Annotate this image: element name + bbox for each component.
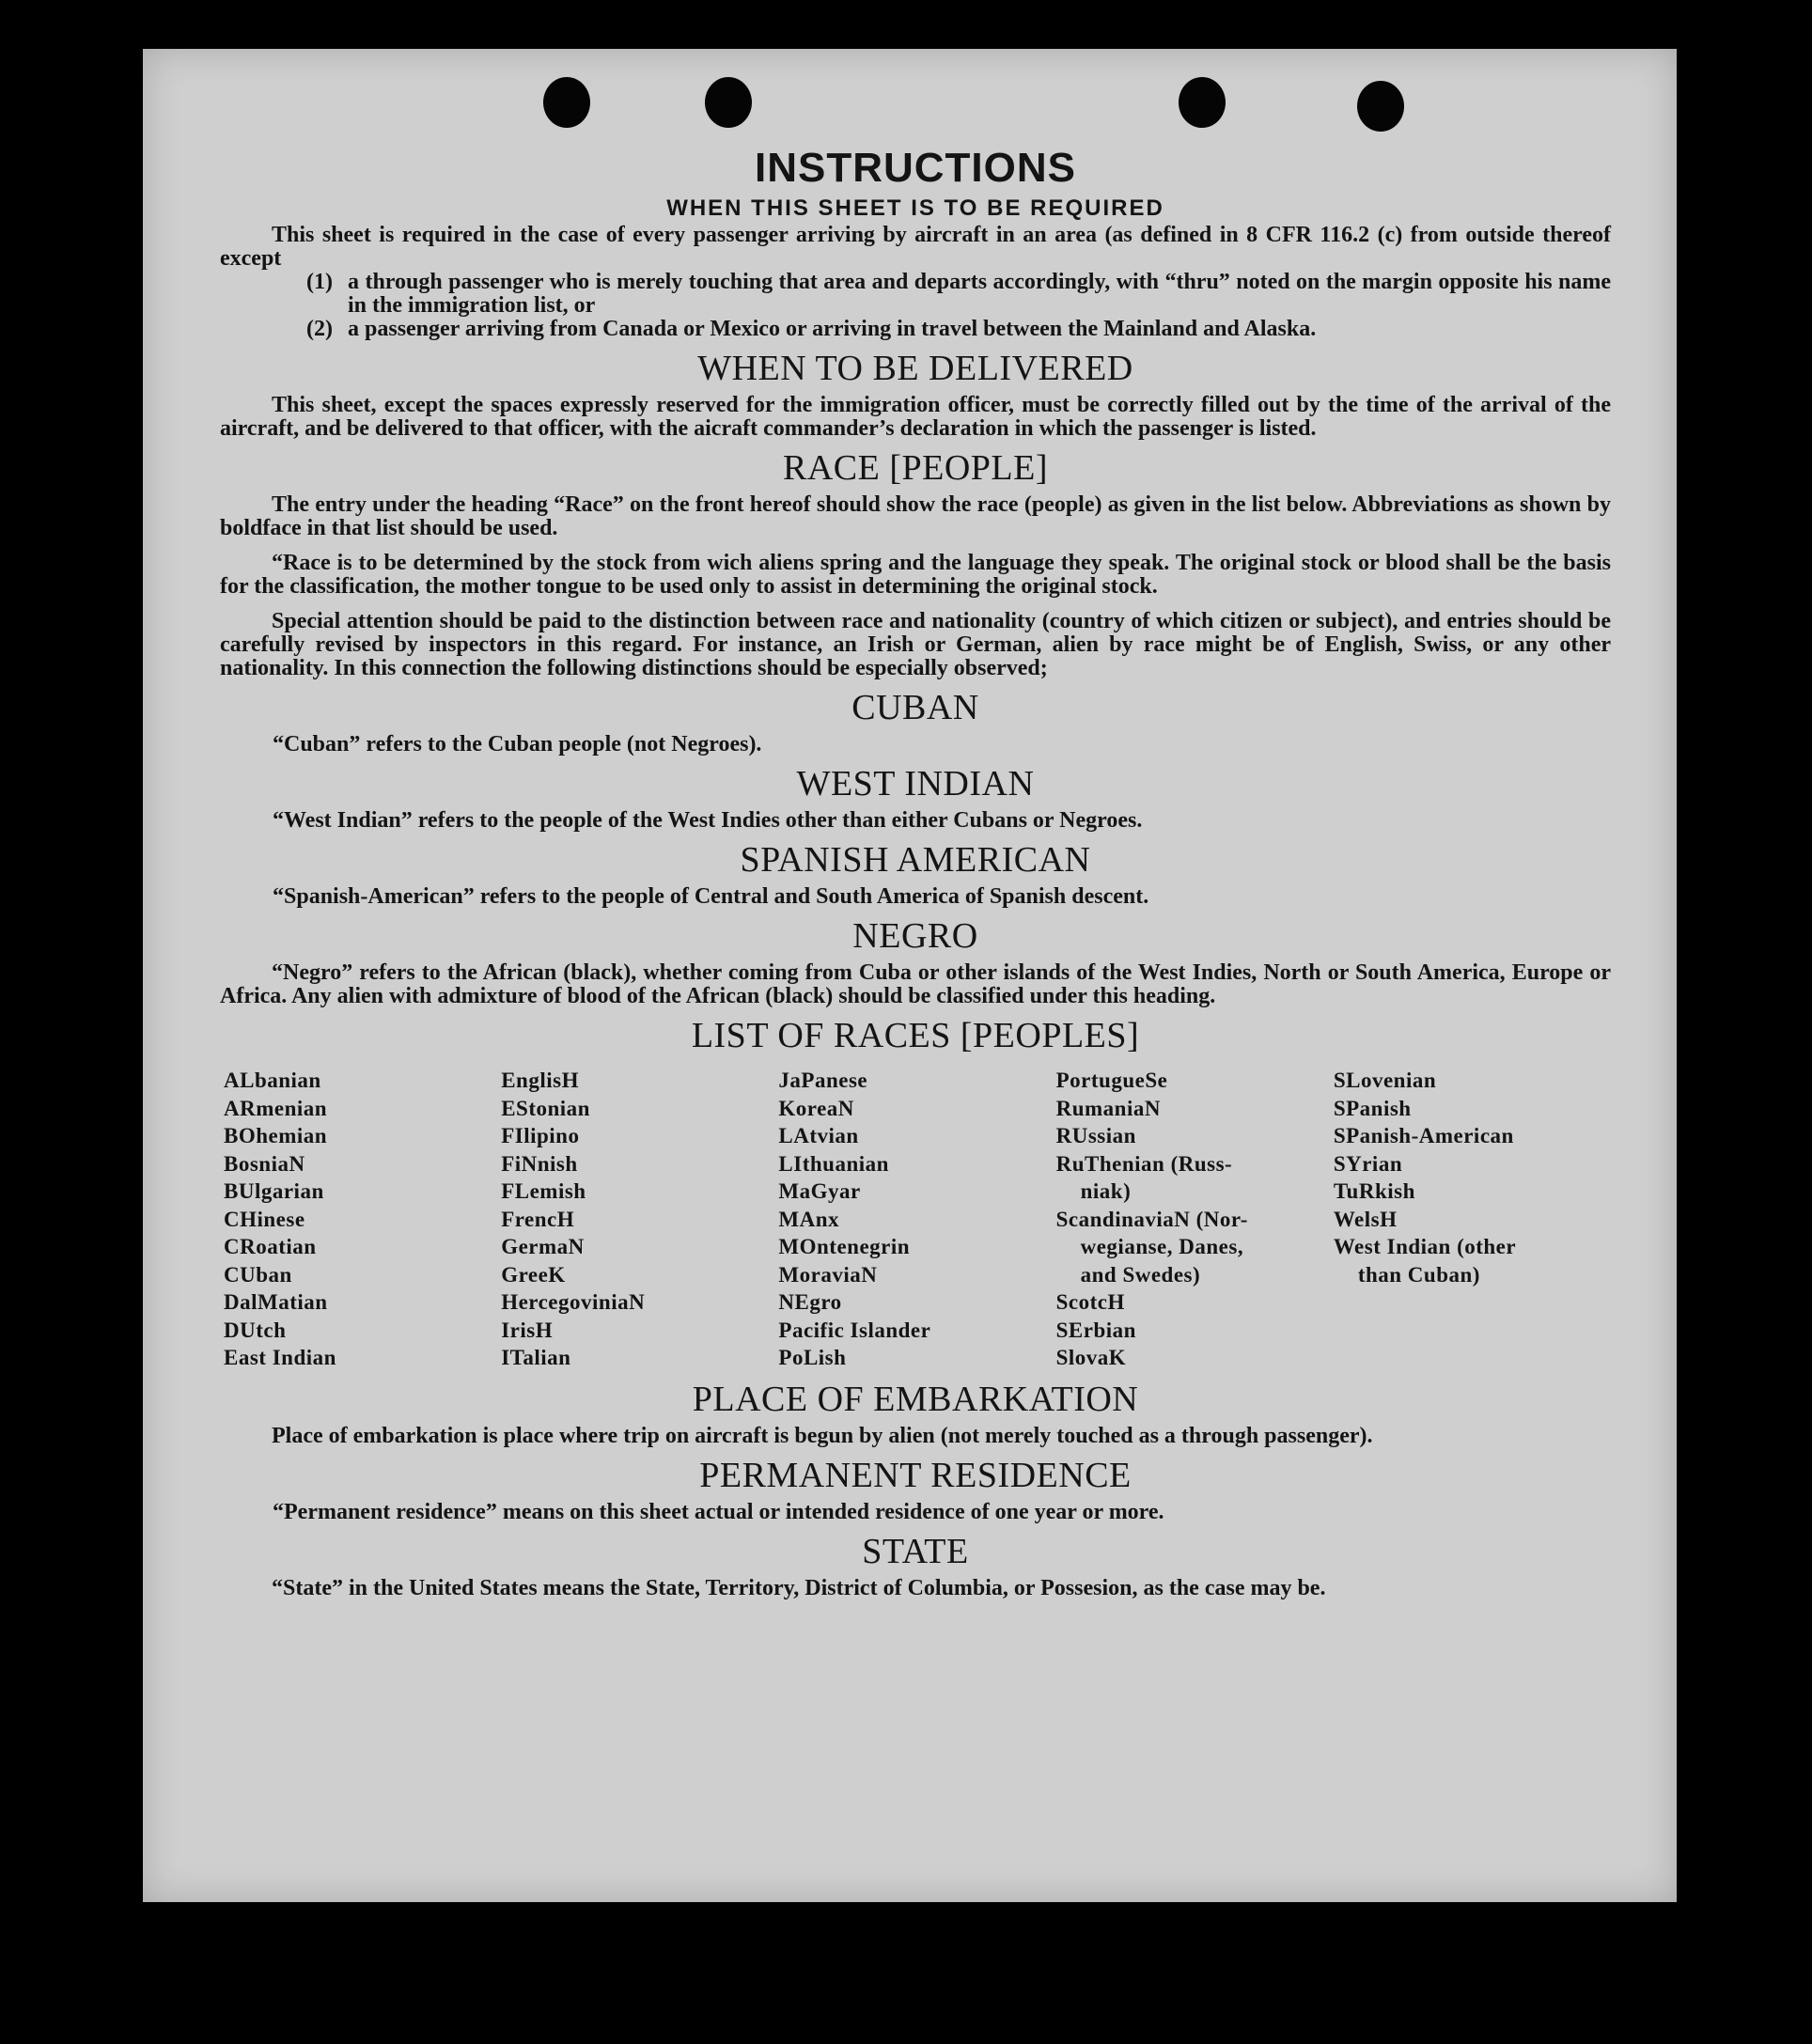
race-entry: CUban xyxy=(224,1262,292,1287)
west-indian-paragraph: “West Indian” refers to the people of the West Indies other than either Cubans or Negroes. xyxy=(273,808,1143,833)
race-entry-continuation: than Cuban) xyxy=(1357,1262,1480,1287)
race-entry: MAnx xyxy=(778,1207,840,1231)
race-entry: KoreaN xyxy=(778,1096,854,1120)
punch-hole xyxy=(1179,77,1226,128)
race-entry: BosniaN xyxy=(224,1151,305,1176)
race-entry: ALbanian xyxy=(224,1069,321,1092)
instructions-content xyxy=(220,143,1611,1600)
race-entry: RumaniaN xyxy=(1055,1096,1161,1120)
race-entry: ITalian xyxy=(501,1346,571,1369)
section-heading-state: STATE xyxy=(862,1531,969,1571)
cuban-paragraph: “Cuban” refers to the Cuban people (not Negroes). xyxy=(273,732,762,757)
punch-hole xyxy=(1357,81,1404,132)
race-entry: CHinese xyxy=(224,1207,305,1231)
race-entry: FLemish xyxy=(501,1179,586,1203)
race-paragraph-3: Special attention should be paid to the distinction between race and nationality (country of which citizen or subject), and entries should be carefully revised by inspectors in this regard. For instance, an Irish or German, alien by race might be of English, Swiss, or any other nationality. In this connection the following distinctions should be especially observed; xyxy=(220,609,1611,680)
punch-hole xyxy=(705,77,752,128)
races-column xyxy=(778,1067,1055,1372)
race-entry: EnglisH xyxy=(501,1069,579,1092)
embarkation-paragraph: Place of embarkation is place where trip on aircraft is begun by alien (not merely touched as a through passenger). xyxy=(272,1423,1373,1448)
spanish-american-paragraph: “Spanish-American” refers to the people of Central and South America of Spanish descent. xyxy=(273,884,1149,909)
race-entry: SYrian xyxy=(1333,1151,1403,1176)
race-entry: PortugueSe xyxy=(1055,1069,1168,1092)
section-heading-races-list: LIST OF RACES [PEOPLES] xyxy=(691,1016,1140,1055)
race-entry-continuation: wegianse, Danes, xyxy=(1080,1235,1244,1258)
race-entry: Pacific Islander xyxy=(778,1318,931,1342)
intro-paragraph: This sheet is required in the case of every passenger arriving by aircraft in an area (as defined in 8 CFR 116.2 (c) from outside thereof except xyxy=(220,223,1611,271)
race-entry: BOhemian xyxy=(224,1124,328,1147)
page-subtitle: WHEN THIS SHEET IS TO BE REQUIRED xyxy=(666,195,1164,221)
race-entry-continuation: niak) xyxy=(1080,1179,1132,1203)
race-entry: FrencH xyxy=(501,1207,575,1231)
race-entry: IrisH xyxy=(501,1318,554,1342)
exception-item xyxy=(220,271,1611,318)
section-heading-delivered: WHEN TO BE DELIVERED xyxy=(697,349,1133,388)
residence-paragraph: “Permanent residence” means on this sheet actual or intended residence of one year or more. xyxy=(273,1499,1164,1524)
race-entry: CRoatian xyxy=(224,1235,317,1258)
section-heading-embarkation: PLACE OF EMBARKATION xyxy=(692,1379,1139,1419)
race-entry: SErbian xyxy=(1055,1318,1136,1342)
race-entry: PoLish xyxy=(778,1346,847,1369)
section-heading-negro: NEGRO xyxy=(852,916,978,956)
races-column xyxy=(224,1067,501,1372)
section-heading-cuban: CUBAN xyxy=(851,688,979,727)
race-entry: ScotcH xyxy=(1055,1290,1125,1314)
exception-item xyxy=(220,318,1611,341)
section-heading-residence: PERMANENT RESIDENCE xyxy=(699,1455,1132,1495)
race-entry: LIthuanian xyxy=(778,1151,889,1176)
races-column xyxy=(501,1067,778,1372)
document-sheet xyxy=(143,49,1677,1902)
race-entry: SLovenian xyxy=(1333,1069,1437,1092)
race-entry: SlovaK xyxy=(1055,1346,1127,1369)
race-entry: DalMatian xyxy=(224,1290,328,1314)
race-entry: SPanish-American xyxy=(1333,1124,1514,1147)
races-list xyxy=(224,1067,1611,1372)
race-entry: SPanish xyxy=(1333,1096,1412,1120)
race-entry: NEgro xyxy=(778,1290,842,1314)
race-entry: LAtvian xyxy=(778,1124,859,1147)
negro-paragraph: “Negro” refers to the African (black), whether coming from Cuba or other islands of the West Indies, North or South America, Europe or Africa. Any alien with admixture of blood of the African (black) should be classified under this heading. xyxy=(220,960,1611,1008)
race-entry: MoraviaN xyxy=(778,1262,878,1287)
section-heading-race: RACE [PEOPLE] xyxy=(783,448,1048,488)
race-entry: FiNnish xyxy=(501,1151,578,1176)
race-entry: ARmenian xyxy=(224,1096,328,1120)
races-column xyxy=(1056,1067,1334,1372)
race-entry: JaPanese xyxy=(778,1069,868,1092)
delivered-paragraph: This sheet, except the spaces expressly reserved for the immigration officer, must be correctly filled out by the time of the arrival of the aircraft, and be delivered to that officer, with the aicraft commander’s declaration in which the passenger is listed. xyxy=(220,393,1611,441)
race-entry: BUlgarian xyxy=(224,1179,324,1203)
exception-text: a passenger arriving from Canada or Mexico or arriving in travel between the Mainland and Alaska. xyxy=(348,317,1317,341)
race-paragraph-2: “Race is to be determined by the stock from wich aliens spring and the language they speak. The original stock or blood shall be the basis for the classification, the mother tongue to be used only to assist in determining the original stock. xyxy=(220,551,1611,599)
race-entry: RuThenian (Russ- xyxy=(1055,1151,1233,1176)
state-paragraph: “State” in the United States means the State, Territory, District of Columbia, or Possesion, as the case may be. xyxy=(272,1575,1326,1600)
race-entry: ScandinaviaN (Nor- xyxy=(1055,1207,1248,1231)
race-entry: FIlipino xyxy=(501,1124,580,1147)
race-entry: GreeK xyxy=(501,1262,566,1287)
race-entry: MOntenegrin xyxy=(778,1235,911,1258)
exception-text: a through passenger who is merely touching that area and departs accordingly, with “thru” noted on the margin opposite his name in the immigration list, or xyxy=(348,270,1611,318)
race-entry: TuRkish xyxy=(1333,1179,1415,1203)
punch-hole xyxy=(543,77,590,128)
section-heading-west-indian: WEST INDIAN xyxy=(796,764,1035,804)
race-entry: WelsH xyxy=(1333,1207,1398,1231)
section-heading-spanish-american: SPANISH AMERICAN xyxy=(740,840,1091,880)
race-entry: EStonian xyxy=(501,1096,590,1120)
race-entry: HercegoviniaN xyxy=(501,1290,646,1314)
race-entry: RUssian xyxy=(1055,1124,1136,1147)
exception-number: (1) xyxy=(306,270,333,294)
race-entry: East Indian xyxy=(224,1346,336,1369)
race-paragraph-1: The entry under the heading “Race” on the front hereof should show the race (people) as given in the list below. Abbreviations as shown by boldface in that list should be used. xyxy=(220,492,1611,540)
race-entry-continuation: and Swedes) xyxy=(1080,1262,1201,1287)
race-entry: DUtch xyxy=(224,1318,287,1342)
race-entry: GermaN xyxy=(501,1235,585,1258)
race-entry: MaGyar xyxy=(778,1179,861,1203)
race-entry: West Indian (other xyxy=(1333,1235,1517,1258)
exception-number: (2) xyxy=(306,317,333,341)
races-column xyxy=(1334,1067,1611,1372)
page-title: INSTRUCTIONS xyxy=(755,145,1076,191)
